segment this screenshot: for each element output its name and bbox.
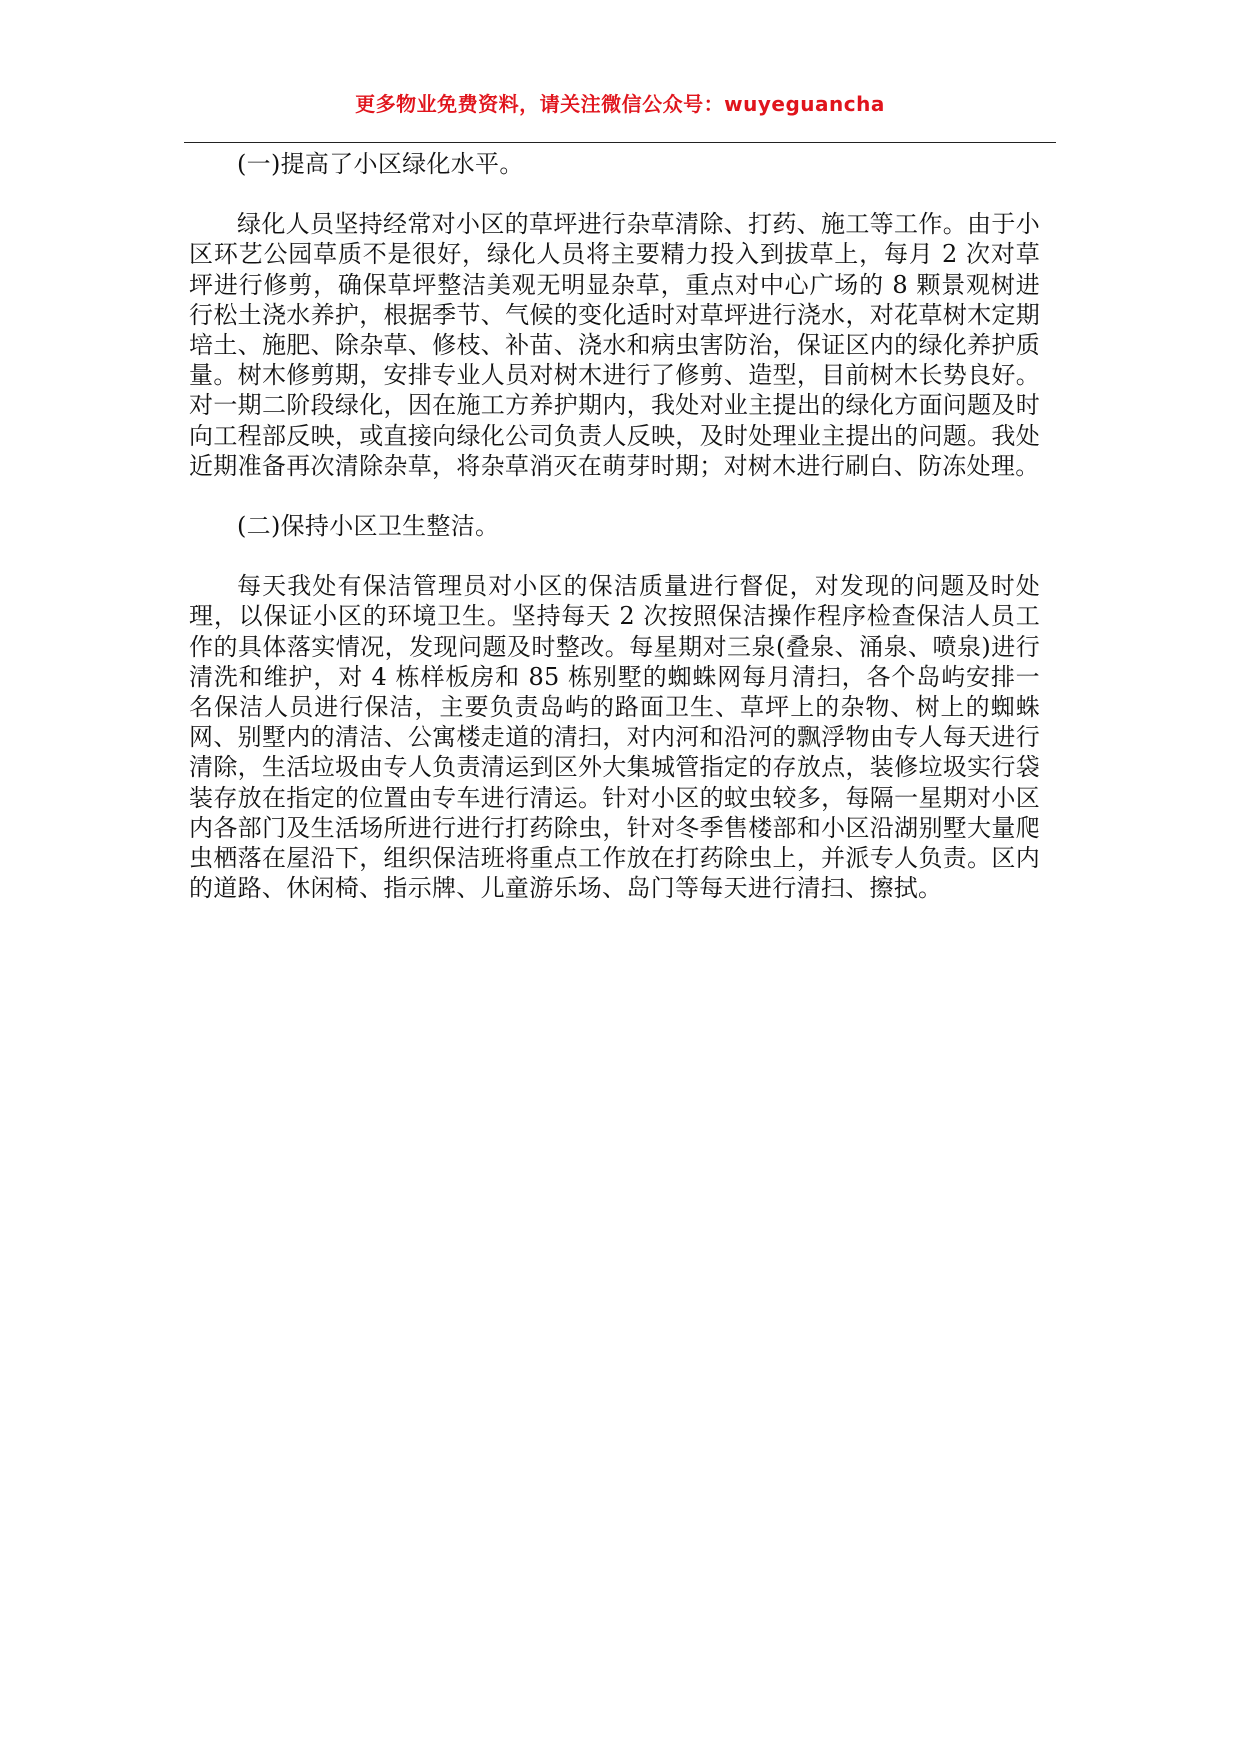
spacer [189,541,1040,571]
header-banner: 更多物业免费资料，请关注微信公众号：wuyeguancha [355,92,885,116]
document-body [189,149,1040,903]
section-paragraph-sanitation: 每天我处有保洁管理员对小区的保洁质量进行督促，对发现的问题及时处理，以保证小区的环境卫生。坚持每天 2 次按照保洁操作程序检查保洁人员工作的具体落实情况，发现问题及时整改。每星期对三泉(叠泉、涌泉、喷泉)进行清洗和维护，对 4 栋样板房和 85 栋别墅的蜘蛛网每月清扫，各个岛屿安排一名保洁人员进行保洁，主要负责岛屿的路面卫生、草坪上的杂物、树上的蜘蛛网、别墅内的清洁、公寓楼走道的清扫，对内河和沿河的飘浮物由专人每天进行清除，生活垃圾由专人负责清运到区外大集城管指定的存放点，装修垃圾实行袋装存放在指定的位置由专车进行清运。针对小区的蚊虫较多，每隔一星期对小区内各部门及生活场所进行进行打药除虫，针对冬季售楼部和小区沿湖别墅大量爬虫栖落在屋沿下，组织保洁班将重点工作放在打药除虫上，并派专人负责。区内的道路、休闲椅、指示牌、儿童游乐场、岛门等每天进行清扫、擦拭。 [189,572,1040,903]
header-divider [184,142,1056,143]
spacer [189,481,1040,511]
section-heading-sanitation: (二)保持小区卫生整洁。 [237,512,500,541]
section-heading-greening: (一)提高了小区绿化水平。 [237,150,524,178]
section-paragraph-greening: 绿化人员坚持经常对小区的草坪进行杂草清除、打药、施工等工作。由于小区环艺公园草质不是很好，绿化人员将主要精力投入到拔草上，每月 2 次对草坪进行修剪，确保草坪整洁美观无明显杂草，重点对中心广场的 8 颗景观树进行松土浇水养护，根据季节、气候的变化适时对草坪进行浇水，对花草树木定期培土、施肥、除杂草、修枝、补苗、浇水和病虫害防治，保证区内的绿化养护质量。树木修剪期，安排专业人员对树木进行了修剪、造型，目前树木长势良好。对一期二阶段绿化，因在施工方养护期内，我处对业主提出的绿化方面问题及时向工程部反映，或直接向绿化公司负责人反映，及时处理业主提出的问题。我处近期准备再次清除杂草，将杂草消灭在萌芽时期；对树木进行刷白、防冻处理。 [189,210,1040,480]
spacer [189,179,1040,209]
